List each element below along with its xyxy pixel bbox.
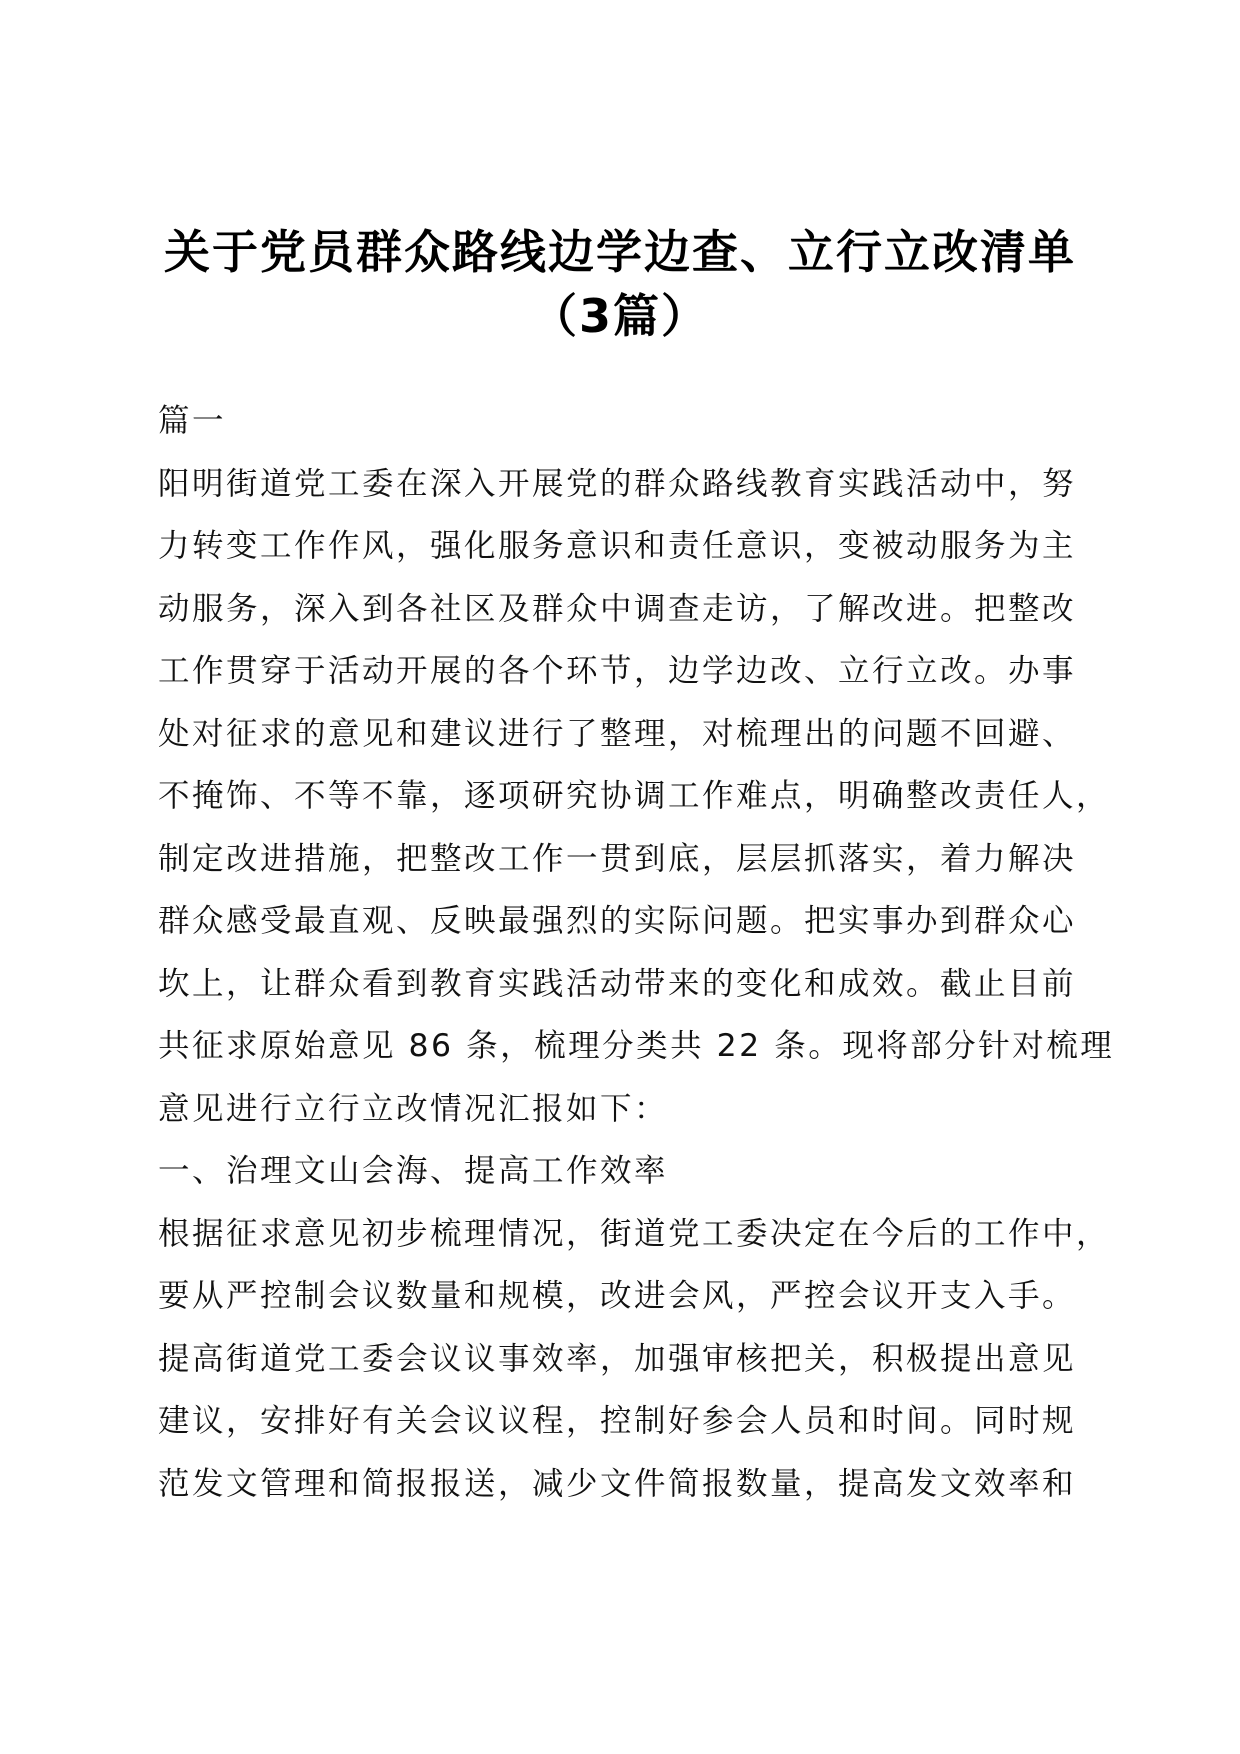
paragraph-line: 要从严控制会议数量和规模，改进会风，严控会议开支入手。 (158, 1278, 1077, 1314)
section-heading: 一、治理文山会海、提高工作效率 (158, 1153, 669, 1189)
document-title-line2: （3篇） (530, 289, 709, 343)
paragraph-line: 群众感受最直观、反映最强烈的实际问题。把实事办到群众心 (158, 903, 1077, 939)
paragraph-line: 动服务，深入到各社区及群众中调查走访，了解改进。把整改 (158, 590, 1077, 627)
paragraph-line: 制定改进措施，把整改工作一贯到底，层层抓落实，着力解决 (158, 840, 1077, 877)
paragraph-line: 提高街道党工委会议议事效率，加强审核把关，积极提出意见 (158, 1340, 1077, 1377)
paragraph-line: 根据征求意见初步梳理情况，街道党工委决定在今后的工作中， (158, 1215, 1111, 1252)
paragraph-line: 工作贯穿于活动开展的各个环节，边学边改、立行立改。办事 (158, 653, 1077, 689)
paragraph-line: 不掩饰、不等不靠，逐项研究协调工作难点，明确整改责任人， (158, 778, 1111, 814)
document-title-line1: 关于党员群众路线边学边查、立行立改清单 (164, 225, 1076, 279)
paragraph-line: 坎上，让群众看到教育实践活动带来的变化和成效。截止目前 (158, 965, 1077, 1002)
paragraph-line: 力转变工作作风，强化服务意识和责任意识，变被动服务为主 (158, 528, 1077, 564)
section-label: 篇一 (158, 403, 227, 439)
document-body (158, 390, 1115, 1515)
paragraph-line: 范发文管理和简报报送，减少文件简报数量，提高发文效率和 (158, 1465, 1077, 1502)
paragraph-line: 阳明街道党工委在深入开展党的群众路线教育实践活动中，努 (158, 465, 1077, 502)
paragraph-line: 共征求原始意见 86 条，梳理分类共 22 条。现将部分针对梳理 (158, 1028, 1115, 1064)
paragraph-line: 处对征求的意见和建议进行了整理，对梳理出的问题不回避、 (158, 715, 1077, 752)
paragraph-line: 意见进行立行立改情况汇报如下： (158, 1090, 669, 1127)
paragraph-line: 建议，安排好有关会议议程，控制好参会人员和时间。同时规 (158, 1403, 1077, 1439)
